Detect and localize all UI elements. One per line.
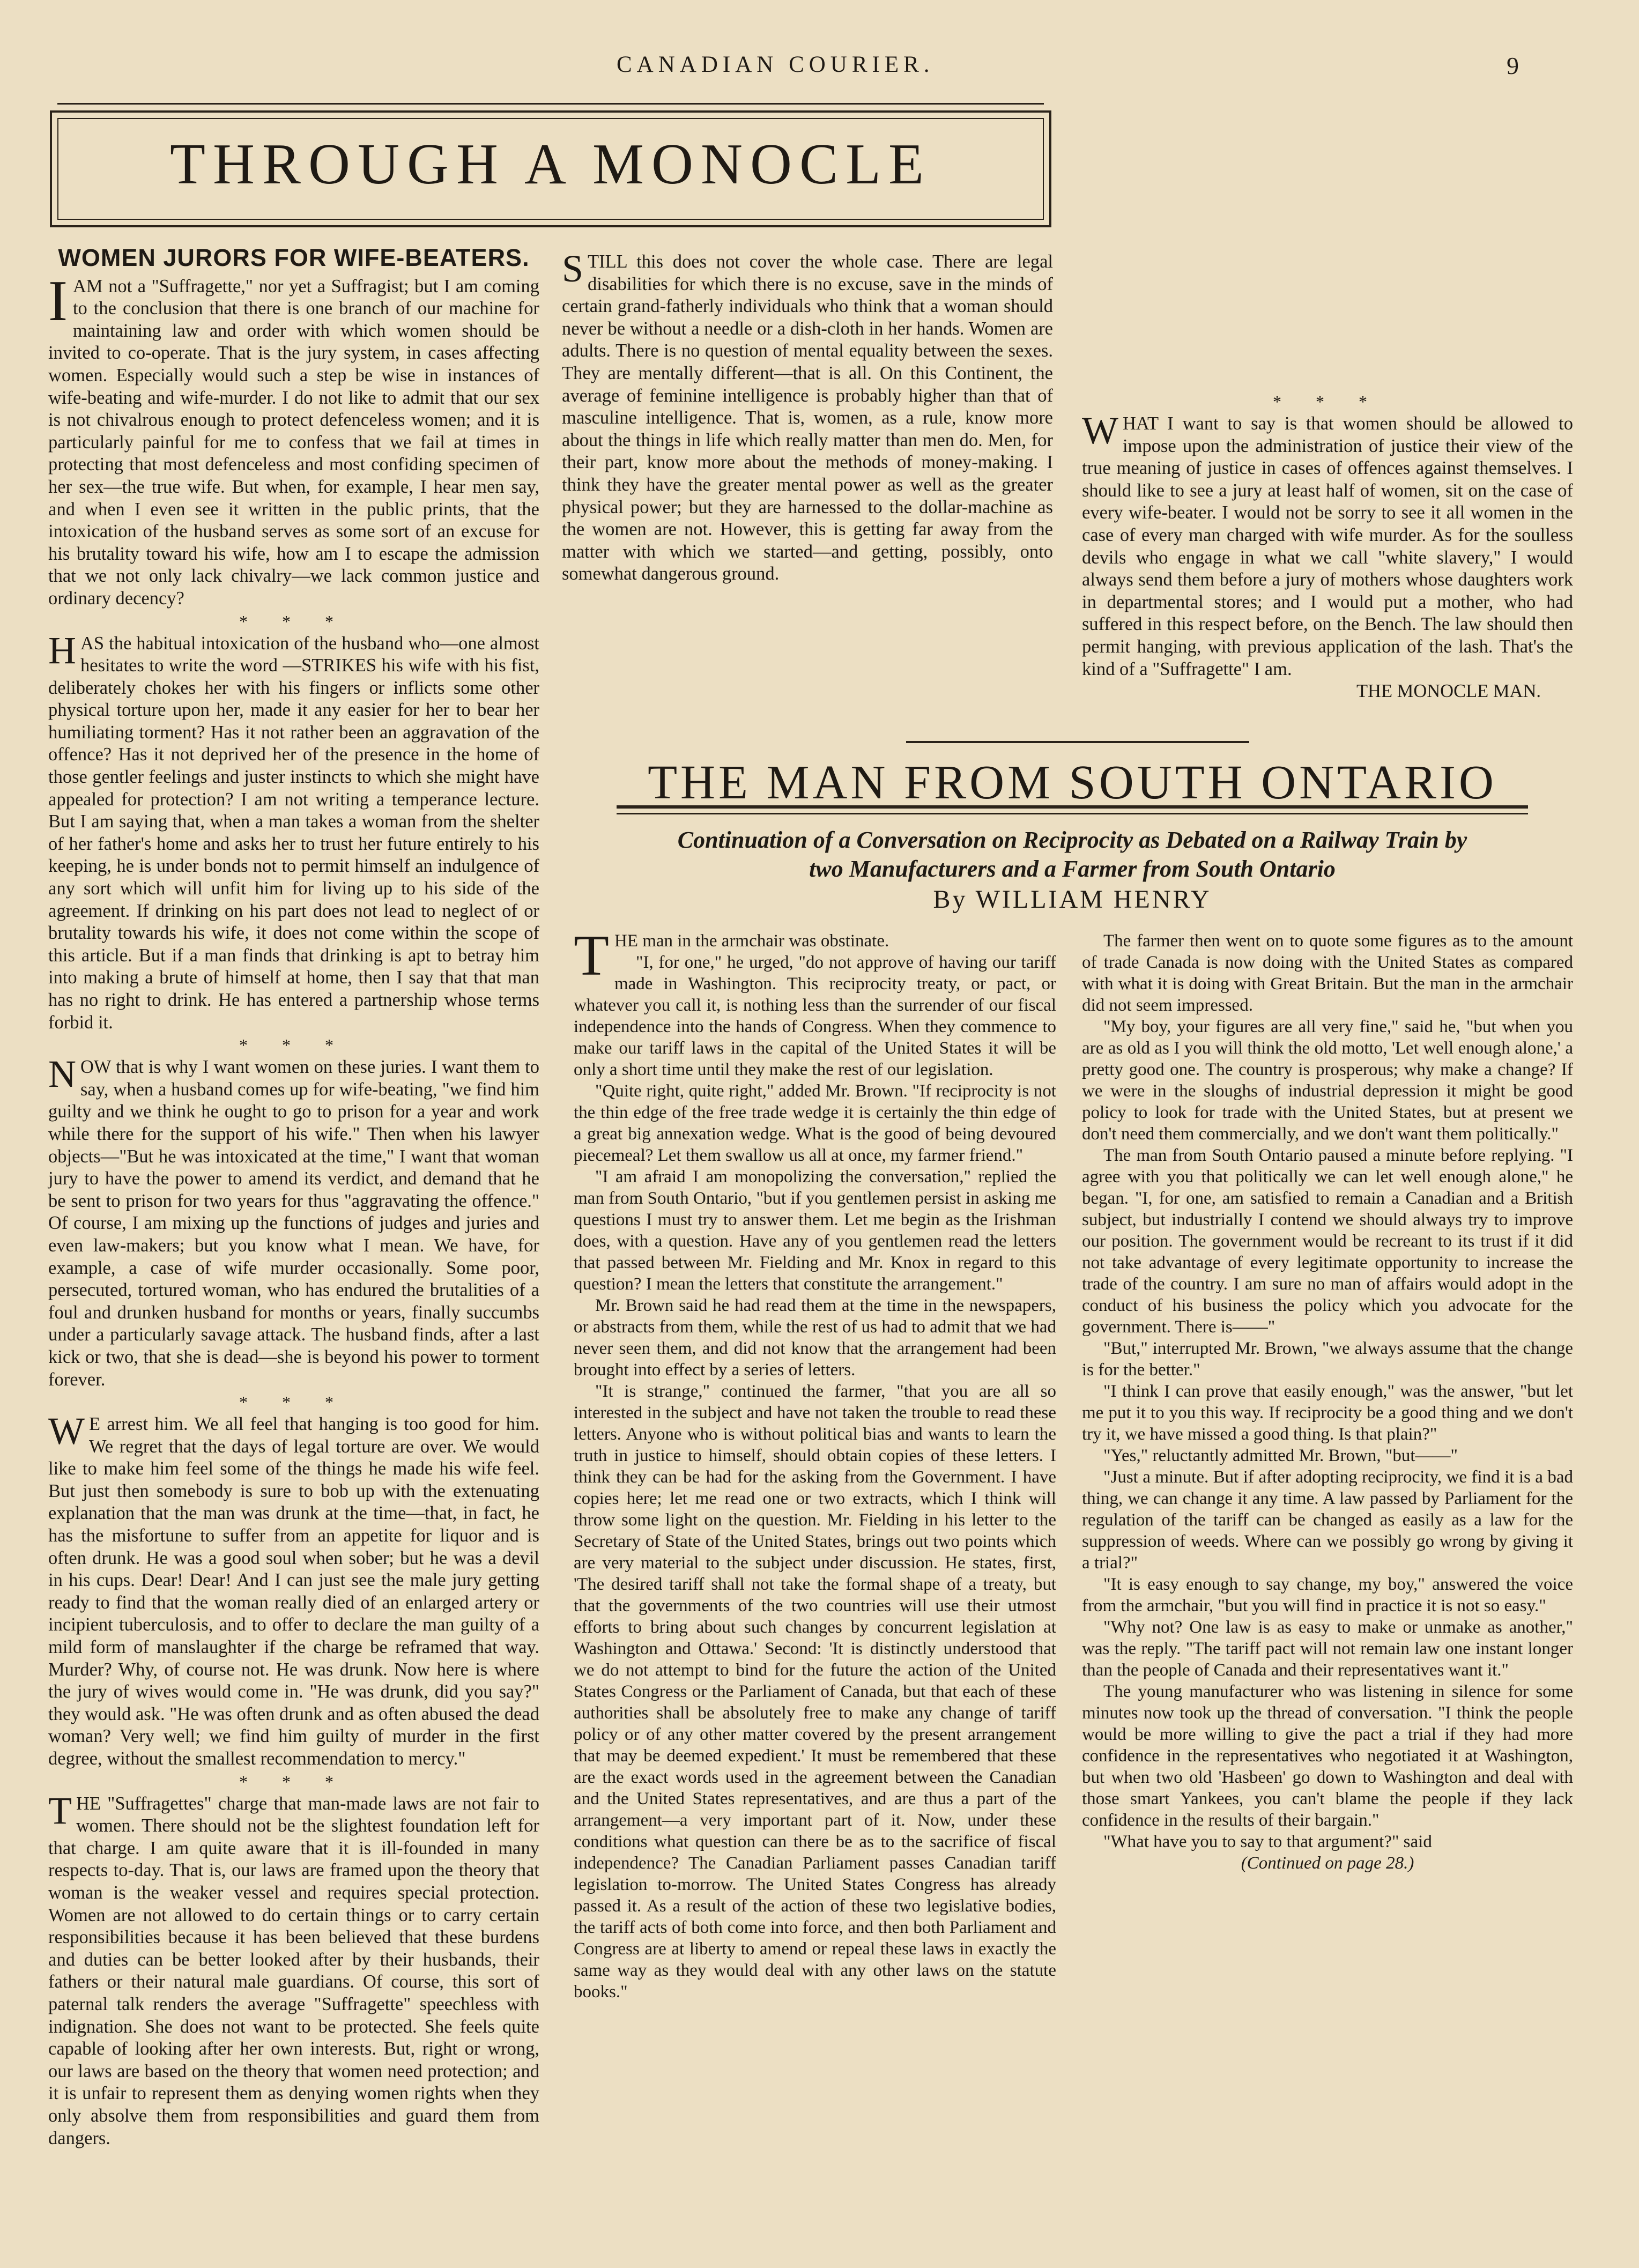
publication-title: CANADIAN COURIER. xyxy=(617,52,935,77)
monocle-paragraph: NOW that is why I want women on these juries. I want them to say, when a husband comes up for wife-beating, "we find him guilty and we think he ought to go to prison for a year and work while there for the support of his wife." Then when his lawyer objects—"But he was intoxicated at the time," I want that woman jury to have the power to amend its verdict, and demand that he be sent to prison for two years for thus "aggravating the offence." Of course, I am mixing up the functions of judges and juries and even law-makers; but you know what I mean. We have, for example, a case of wife murder occasionally. Some poor, persecuted, tortured woman, who has endured the brutalities of a foul and drunken husband for months or years, finally succumbs under a particularly savage attack. The husband finds, after a last kick or two, that she is dead—she is beyond his power to torment forever. xyxy=(48,1053,539,1390)
section-break: * * * xyxy=(239,1772,348,1791)
drop-cap: N xyxy=(48,1053,76,1096)
article-paragraph: "What have you to say to that argument?" said xyxy=(1103,1832,1432,1851)
title-double-rule xyxy=(617,805,1528,809)
monocle-column-2 xyxy=(562,247,1053,585)
monocle-paragraph: THE "Suffragettes" charge that man-made laws are not fair to women. There should not be the slightest foundation left for that charge. I am quite aware that it is ill-founded in many respects to-day. That is, our laws are framed upon the theory that woman is the weaker vessel and requires special protection. Women are not allowed to do certain things or to carry certain responsibilities because it has been believed that these burdens and duties can be better looked after by their husbands, their fathers or their natural male guardians. Of course, this sort of paternal talk renders the average "Suffragette" speechless with indignation. She does not want to be protected. She feels quite capable of looking after her own interests. But, right or wrong, our laws are based on the theory that women need protection; and it is unfair to represent them as denying women rights when they only absolve them from responsibilities and guard them from dangers. xyxy=(48,1789,539,2148)
article-paragraph: "Quite right, quite right," added Mr. Brown. "If reciprocity is not the thin edge of the free trade wedge it is certainly the thin edge of a great big annexation wedge. What is the good of being devoured piecemeal? Let them swallow us all at once, my farmer friend." xyxy=(574,1081,1056,1165)
article-column-1 xyxy=(574,924,1056,2003)
monocle-paragraph: WHAT I want to say is that women should be allowed to impose upon the administration of justice their view of the true meaning of justice in cases of offences against themselves. I should like to see a jury at least half of women, sit on the case of every wife-beater. I would not be sorry to see it all women in the case of every man charged with wife murder. As for the soulless devils who engage in what we call "white slavery," I would always send them before a jury of mothers whose daughters work in departmental stores; and I would put a mother, who had suffered in this respect before, on the Bench. The law should then permit hanging, with previous application of the lash. That's the kind of a "Suffragette" I am. xyxy=(1082,409,1573,679)
article-paragraph: "Yes," reluctantly admitted Mr. Brown, "but——" xyxy=(1103,1446,1458,1465)
article-paragraph: "But," interrupted Mr. Brown, "we always assume that the change is for the better." xyxy=(1082,1339,1573,1380)
section-break: * * * xyxy=(239,611,348,631)
page-number: 9 xyxy=(1507,52,1519,79)
monocle-signature: THE MONOCLE MAN. xyxy=(1356,681,1541,702)
article-paragraph: "I am afraid I am monopolizing the conversation," replied the man from South Ontario, "but if you gentlemen persist in asking me questions I must try to answer them. Let me begin as the Irishman does, with a question. Have any of you gentlemen read the letters that passed between Mr. Fielding and Mr. Knox in regard to this question? I mean the letters that constitute the arrangement." xyxy=(574,1167,1056,1294)
article-paragraph: "Why not? One law is as easy to make or unmake as another," was the reply. "The tariff pact will not remain law one instant longer than the people of Canada and their representatives want it." xyxy=(1082,1618,1573,1680)
drop-cap: T xyxy=(574,924,609,988)
monocle-paragraph: STILL this does not cover the whole case. There are legal disabilities for which there is no excuse, save in the minds of certain grand-fatherly individuals who think that a woman should never be without a needle or a dish-cloth in her hands. Women are adults. There is no question of mental equality between the sexes. They are mentally different—that is all. On this Continent, the average of feminine intelligence is probably higher than that of masculine intelligence. That is, women, as a rule, know more about the things in life which really matter than men do. Men, for their part, know more about the methods of money-making. I think they have the greater mental power as well as the greater physical power; but they are harnessed to the dollar-machine as the women are not. However, this is getting far away from the matter with which we started—and getting, possibly, onto somewhat dangerous ground. xyxy=(562,247,1053,584)
article-paragraph: The young manufacturer who was listening in silence for some minutes now took up the thread of conversation. "I think the people would be more willing to give the pact a trial if they had more confidence in the representatives who negotiated it at Washington, but when two old 'Hasbeen' go down to Washington and deal with those smart Yankees, you can't blame the people if they lack confidence in the results of their bargain." xyxy=(1082,1682,1573,1830)
monocle-title: THROUGH A MONOCLE xyxy=(169,132,932,196)
title-rule xyxy=(57,103,1044,105)
section-break: * * * xyxy=(1273,392,1382,411)
drop-cap: S xyxy=(562,247,584,290)
running-head xyxy=(0,51,1639,84)
article-paragraph: "I think I can prove that easily enough," was the answer, "but let me put it to you this way. If reciprocity be a good thing and we don't try it, we have missed a good thing. Is that plain?" xyxy=(1082,1382,1573,1444)
article-byline: By WILLIAM HENRY xyxy=(933,885,1212,914)
article-paragraph: THE man in the armchair was obstinate. xyxy=(574,924,889,988)
section-break: * * * xyxy=(239,1035,348,1055)
article-paragraph: "I, for one," he urged, "do not approve of having our tariff made in Washington. This reciprocity treaty, or pact, or whatever you call it, is nothing less than the surrender of our fiscal independence into the hands of Congress. When they commence to make our tariff laws in the capital of the United States it will be only a short time until they make the rest of our legislation. xyxy=(574,953,1056,1079)
drop-cap: I xyxy=(48,269,68,333)
article-paragraph: Mr. Brown said he had read them at the time in the newspapers, or abstracts from them, while the rest of us had to admit that we had never seen them, and did not know that the arrangement had been brought into effect by a series of letters. xyxy=(574,1296,1056,1380)
article-column-2 xyxy=(1082,930,1573,1874)
drop-cap: T xyxy=(48,1789,72,1832)
article-paragraph: "It is strange," continued the farmer, "that you are all so interested in the subject and have not taken the trouble to read these letters. Anyone who is without political bias and wants to learn the truth in justice to himself, should obtain copies of these letters. I think they can be had for the asking from the Government. I have copies here; let me read one or two extracts, which I think will throw some light on the question. Mr. Fielding in his letter to the Secretary of State of the United States, brings out two points which are very material to the subject under discussion. He states, first, 'The desired tariff shall not take the formal shape of a treaty, but that the governments of the two countries will use their utmost efforts to bring about such changes by concurrent legislation at Washington and Ottawa.' Second: 'It is distinctly understood that we do not attempt to bind for the future the action of the United States Congress or the Parliament of Canada, but that each of these authorities shall be absolutely free to make any change of tariff policy or of any other matter covered by the present arrangement that may be deemed expedient.' It must be remembered that these are the exact words used in the agreement between the Canadian and the United States representatives, and are thus a part of the arrangement—a very important part of it. Now, under these conditions what question can there be as to the sacrifice of fiscal independence? The Canadian Parliament passes Canadian tariff legislation to-morrow. The United States Congress has already passed it. As a result of the action of these two legislative bodies, the tariff acts of both come into force, and then both Parliament and Congress are at liberty to amend or repeal these laws in exactly the same way as they would deal with any other laws on the statute books." xyxy=(574,1382,1056,2002)
continued-note: (Continued on page 28.) xyxy=(1241,1854,1414,1873)
monocle-column-1 xyxy=(48,244,539,2150)
monocle-title-box xyxy=(50,110,1051,227)
article-paragraph: "My boy, your figures are all very fine," said he, "but when you are as old as I you will think the old motto, 'Let well enough alone,' a pretty good one. The country is prosperous; why make a change? If we were in the sloughs of industrial depression it might be good policy to look for trade with the United States, but at present we don't need them commercially, and we don't want them politically." xyxy=(1082,1017,1573,1144)
article-paragraph: "It is easy enough to say change, my boy," answered the voice from the armchair, "but you will find in practice it is not so easy." xyxy=(1082,1575,1573,1615)
article-paragraph: "Just a minute. But if after adopting reciprocity, we find it is a bad thing, we can change it any time. A law passed by Parliament for the regulation of the tariff can be changed as easily as a law for the suppression of weeds. Where can we possibly go wrong by giving it a trial?" xyxy=(1082,1467,1573,1573)
article-paragraph: The man from South Ontario paused a minute before replying. "I agree with you that politically we can let well enough alone," he began. "I, for one, am satisfied to remain a Canadian and a British subject, but industrially I contend we should always try to improve our position. The government would be recreant to its trust if it did not take advantage of every legitimate opportunity to increase the trade of the country. I am sure no man of affairs would adopt in the conduct of his business the policy which you advocate for the government. There is——" xyxy=(1082,1146,1573,1337)
monocle-paragraph: IAM not a "Suffragette," nor yet a Suffragist; but I am coming to the conclusion that there is one branch of our machine for maintaining law and order with which women should be invited to co-operate. That is the jury system, in cases affecting women. Especially would such a step be wise in instances of wife-beating and wife-murder. I do not like to admit that our sex is not chivalrous enough to protect defenceless women; and it is particularly painful for me to confess that we fail at times in protecting that most defenceless and most confiding specimen of her sex—the true wife. But when, for example, I hear men say, and when I even see it written in the public prints, that the intoxication of the husband serves as some sort of an excuse for his brutality toward his wife, how am I to escape the admission that we not only lack chivalry—we lack common justice and ordinary decency? xyxy=(48,269,539,609)
title-double-rule xyxy=(617,813,1528,814)
article-paragraph: The farmer then went on to quote some figures as to the amount of trade Canada is now doing with the United States as compared with what it is doing with Great Britain. But the man in the armchair did not seem impressed. xyxy=(1082,931,1573,1015)
article-top-rule xyxy=(906,741,1249,743)
monocle-subhead: WOMEN JURORS FOR WIFE-BEATERS. xyxy=(58,244,530,271)
monocle-column-3 xyxy=(1082,390,1573,703)
monocle-paragraph: W E arrest him. We all feel that hanging is too good for him. We regret that the days of legal torture are over. We would like to make him feel some of the things he made his wife feel. But just then somebody is sure to bob up with the extenuating explanation that the man was drunk at the time—that, in fact, he has the misfortune to suffer from an appetite for liquor and is often drunk. He was a good soul when sober; but he was a devil in his cups. Dear! Dear! And I can just see the male jury getting ready to find that the woman really died of an enlarged artery or incipient tuberculosis, and to offer to declare the man guilty of a mild form of manslaughter if the charge be reframed that way. Murder? Why, of course not. He was drunk. Now here is where the jury of wives would come in. "He was drunk, did you say?" they would ask. "He was often drunk and as often abused the dead woman? Very well; we find him guilty of murder in the first degree, without the smallest recommendation to mercy." xyxy=(48,1410,539,1769)
drop-cap: W xyxy=(1082,409,1118,452)
article-deck: Continuation of a Conversation on Reciprocity as Debated on a Railway Train by two Manufacturers and a Farmer from South Ontario xyxy=(677,827,1467,882)
drop-cap: W xyxy=(48,1410,85,1453)
monocle-paragraph: HAS the habitual intoxication of the husband who—one almost hesitates to write the word —STRIKES his wife with his fist, deliberately chokes her with his fingers or inflicts some other physical torture upon her, made it any easier for her to bear her humiliating torment? Has it not rather been an aggravation of the offence? Has it not deprived her of the presence in the home of those gentler feelings and juster instincts to which she might have appealed for protection? I am not writing a temperance lecture. But I am saying that, when a man takes a woman from the shelter of her father's home and asks her to trust her future entirely to his keeping, he is under bonds not to permit himself an indulgence of any sort which will unfit him for living up to his side of the agreement. If drinking on his part does not lead to neglect of or brutality towards his wife, it does not come within the scope of this article. But if a man finds that drinking is apt to betray him into making a brute of himself at home, then I say that that man has no right to drink. He has entered a partnership whose terms forbid it. xyxy=(48,628,539,1033)
section-break: * * * xyxy=(239,1392,348,1412)
article-title: THE MAN FROM SOUTH ONTARIO xyxy=(648,756,1497,809)
drop-cap: H xyxy=(48,628,76,672)
